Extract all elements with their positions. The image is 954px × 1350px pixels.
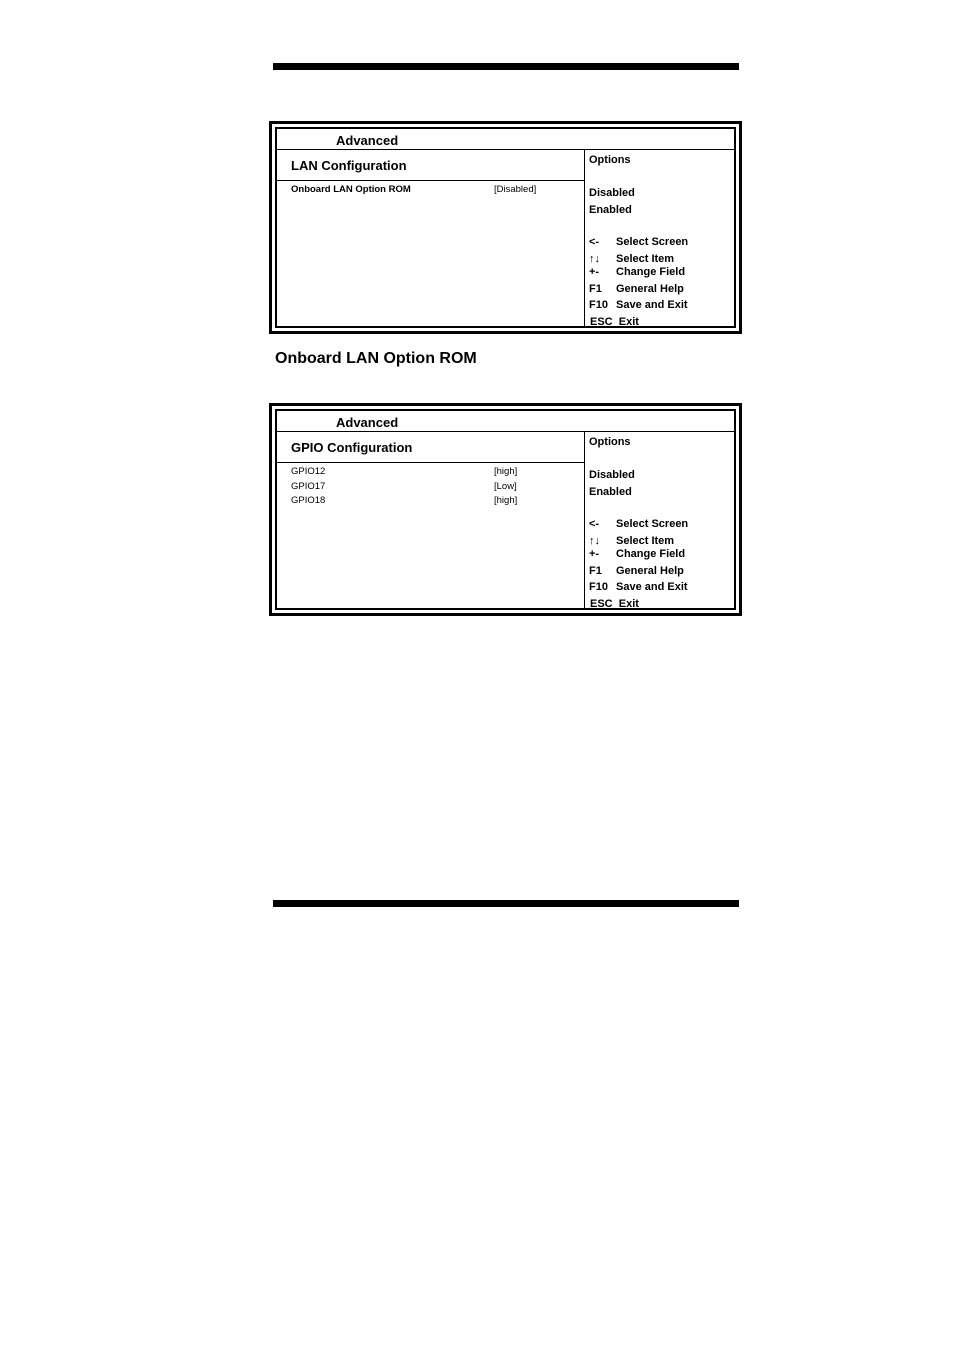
setting-value[interactable]: [Disabled]: [494, 184, 537, 195]
key-hint-exit: ESC Exit: [590, 598, 639, 610]
key-hint-select-item: ↑↓ Select Item: [589, 253, 675, 265]
key-hint-select-item: ↑↓ Select Item: [589, 535, 675, 547]
key-hint-select-screen: <- Select Screen: [589, 236, 689, 248]
divider: [277, 180, 584, 181]
option-disabled: Disabled: [589, 469, 635, 481]
setting-value[interactable]: [high]: [494, 466, 518, 477]
key-hint-select-screen: <- Select Screen: [589, 518, 689, 530]
setting-row-gpio18[interactable]: [291, 495, 581, 508]
setting-label: Onboard LAN Option ROM: [291, 184, 411, 195]
divider: [277, 462, 584, 463]
key-hint-exit: ESC Exit: [590, 316, 639, 328]
setting-label: GPIO12: [291, 466, 326, 477]
section-heading: Onboard LAN Option ROM: [275, 350, 477, 367]
help-panel: [585, 432, 734, 608]
option-enabled: Enabled: [589, 486, 632, 498]
tab-advanced[interactable]: Advanced: [336, 133, 399, 148]
help-panel: [585, 150, 734, 326]
key-hint-general-help: F1 General Help: [589, 565, 684, 577]
bios-screen-gpio: [269, 403, 742, 616]
bottom-rule: [273, 900, 739, 907]
options-title: Options: [589, 154, 631, 166]
key-hint-save-and-exit: F10 Save and Exit: [589, 581, 688, 593]
tab-bar: [277, 411, 734, 432]
tab-bar: [277, 129, 734, 150]
setting-value[interactable]: [high]: [494, 495, 518, 506]
tab-advanced[interactable]: Advanced: [336, 415, 399, 430]
setting-row-onboard-lan-option-rom[interactable]: [291, 184, 581, 197]
settings-panel: [277, 150, 585, 326]
settings-panel: [277, 432, 585, 608]
option-disabled: Disabled: [589, 187, 635, 199]
setting-row-gpio12[interactable]: [291, 466, 581, 479]
options-title: Options: [589, 436, 631, 448]
key-hint-change-field: +- Change Field: [589, 266, 686, 278]
option-enabled: Enabled: [589, 204, 632, 216]
bios-frame: [275, 409, 736, 610]
bios-frame: [275, 127, 736, 328]
bios-screen-lan: [269, 121, 742, 334]
key-hint-general-help: F1 General Help: [589, 283, 684, 295]
setting-row-gpio17[interactable]: [291, 481, 581, 494]
setting-label: GPIO18: [291, 495, 326, 506]
section-title: LAN Configuration: [291, 158, 407, 173]
setting-value[interactable]: [Low]: [494, 481, 517, 492]
key-hint-save-and-exit: F10 Save and Exit: [589, 299, 688, 311]
section-title: GPIO Configuration: [291, 440, 413, 455]
key-hint-change-field: +- Change Field: [589, 548, 686, 560]
top-rule: [273, 63, 739, 70]
setting-label: GPIO17: [291, 481, 326, 492]
